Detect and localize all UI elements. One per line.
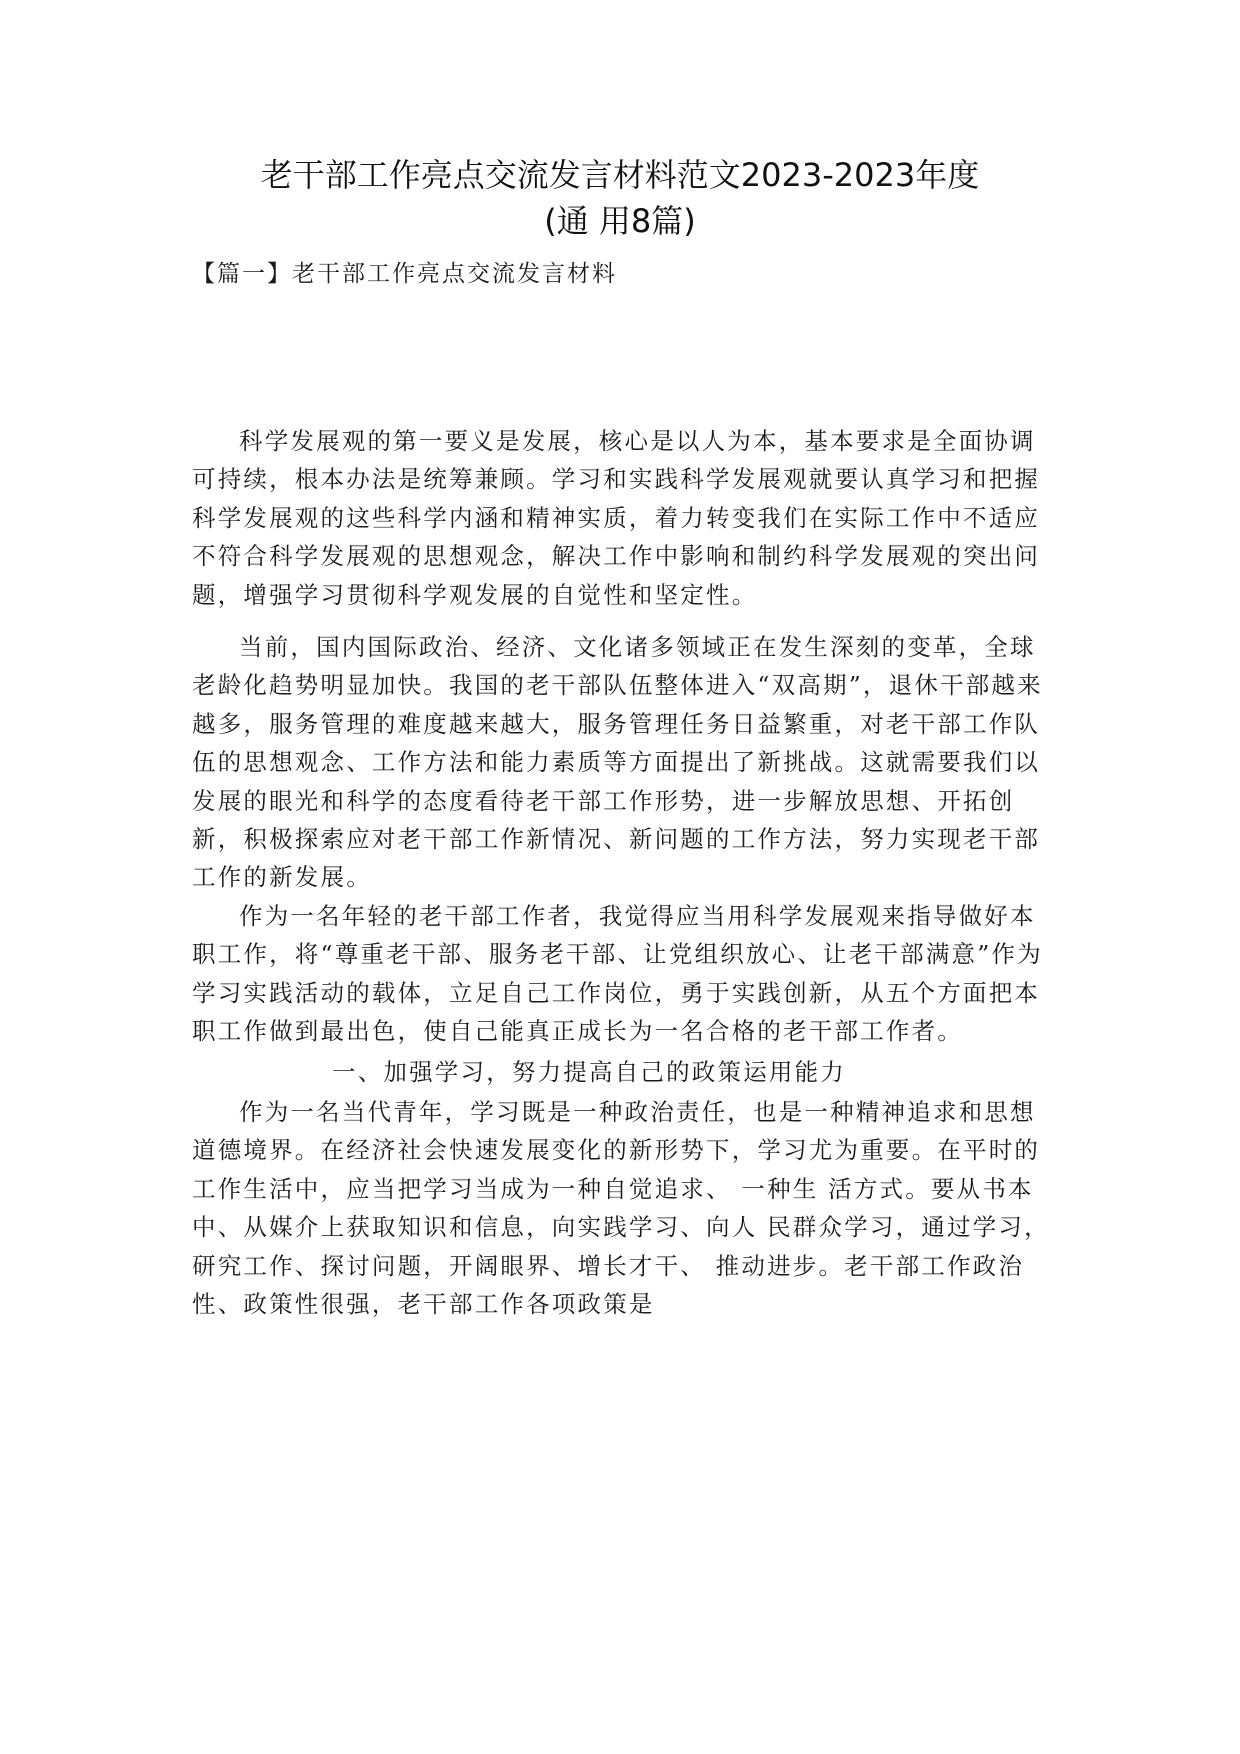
subheading: 一、加强学习，努力提高自己的政策运用能力 xyxy=(332,1057,846,1086)
paragraph-4: 作为一名当代青年，学习既是一种政治责任，也是一种精神追求和思想道德境界。在经济社会快速发展变化的新形势下，学习尤为重要。在平时的工作生活中，应当把学习当成为一种自觉追求、 一种生 活方式。要从书本中、从媒介上获取知识和信息，向实践学习、向人 民群众学习，通过学习，研究工作、探讨问题，开阔眼界、增长才干、 推动进步。老干部工作政治性、政策性很强，老干部工作各项政策是 xyxy=(192,1097,1050,1318)
title-line-1: 老干部工作亮点交流发言材料范文2023-2023年度 xyxy=(260,156,980,194)
paragraph-2: 当前，国内国际政治、经济、文化诸多领域正在发生深刻的变革，全球老龄化趋势明显加快。我国的老干部队伍整体进入“双高期”，退休干部越来越多，服务管理的难度越来越大，服务管理任务日益繁重，对老干部工作队伍的思想观念、工作方法和能力素质等方面提出了新挑战。这就需要我们以发展的眼光和科学的态度看待老干部工作形势，进一步解放思想、开拓创新，积极探索应对老干部工作新情况、新问题的工作方法，努力实现老干部工作的新发展。 xyxy=(192,633,1043,892)
document-title xyxy=(160,152,1080,244)
paragraph-1: 科学发展观的第一要义是发展，核心是以人为本，基本要求是全面协调可持续，根本办法是统筹兼顾。学习和实践科学发展观就要认真学习和把握科学发展观的这些科学内涵和精神实质，着力转变我们在实际工作中不适应不符合科学发展观的思想观念，解决工作中影响和制约科学发展观的突出问题，增强学习贯彻科学观发展的自觉性和坚定性。 xyxy=(192,427,1041,609)
title-line-2: (通 用8篇) xyxy=(544,202,696,240)
section-heading: 【篇一】老干部工作亮点交流发言材料 xyxy=(192,261,617,287)
body-text xyxy=(192,422,1052,1323)
paragraph-3: 作为一名年轻的老干部工作者，我觉得应当用科学发展观来指导做好本职工作，将“尊重老干部、服务老干部、让党组织放心、让老干部满意”作为学习实践活动的载体，立足自己工作岗位，勇于实践创新，从五个方面把本职工作做到最出色，使自己能真正成长为一名合格的老干部工作者。 xyxy=(192,901,1043,1046)
